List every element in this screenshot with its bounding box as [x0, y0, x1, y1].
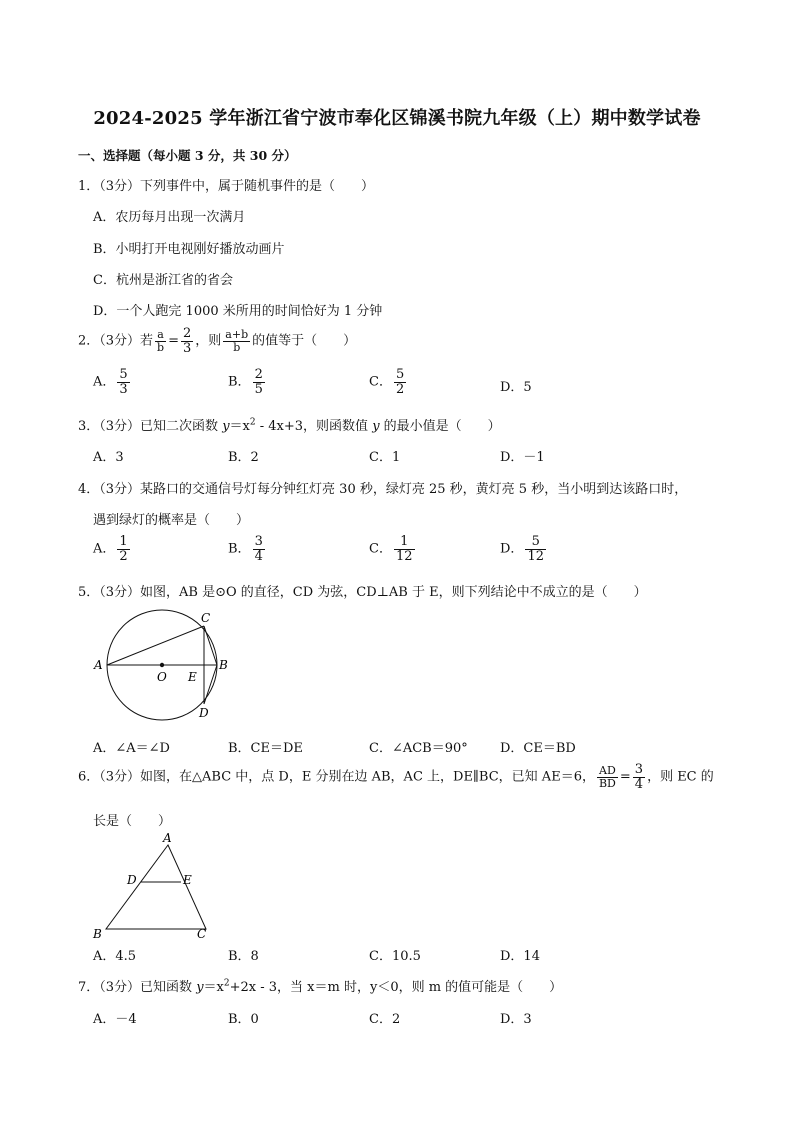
q3-option-d: D．－1: [500, 450, 545, 465]
q6-stem-line2: 长是（ ）: [93, 814, 172, 829]
q3-stem: 3．（3分）已知二次函数 $y=x^2 - 4x+3$，则函数值 y 的最小值是（ ）: [78, 417, 501, 434]
q6-option-c: C．10.5: [369, 949, 421, 964]
q1-option-c: C．杭州是浙江省的省会: [93, 273, 233, 288]
q5-option-a: A．∠A＝∠D: [93, 741, 170, 756]
q3-option-a: A．3: [93, 450, 124, 465]
q5-circle-figure: [88, 606, 238, 726]
label-e: E: [188, 670, 197, 684]
q4-option-a: A． $\frac{1}{2}$: [93, 534, 128, 564]
label-c: C: [201, 611, 211, 625]
segment-bd: [204, 665, 217, 704]
q7-option-d: D．3: [500, 1012, 532, 1027]
q7-stem: 7．（3分）已知函数 $y=x^2+2x - 3$，当 x＝m 时，y＜0，则 m 的值可能是（ ）: [78, 978, 563, 995]
q4-option-d: D． $\frac{5}{12}$: [500, 534, 544, 564]
q6-option-b: B．8: [228, 949, 259, 964]
q6-option-d: D．14: [500, 949, 540, 964]
q6-stem-line1: 6．（3分）如图，在△ABC 中，点 D，E 分别在边 AB，AC 上，DE∥BC，已知 AE＝6， $\frac{AD}{BD}$ = $\frac{3}{4}$ ，则 EC 的: [78, 762, 714, 792]
label-a: A: [163, 831, 172, 845]
q6-fraction-ad-over-bd: $\frac{AD}{BD}$: [598, 764, 616, 790]
q2-fraction-a-plus-b-over-b: $\frac{a+b}{b}$: [225, 328, 249, 354]
segment-cb: [204, 626, 217, 665]
label-d: D: [199, 706, 209, 720]
label-o: O: [157, 670, 167, 684]
label-b: B: [93, 927, 102, 941]
label-c: C: [197, 927, 207, 941]
q1-option-a: A．农历每月出现一次满月: [93, 210, 246, 225]
q3-option-b: B．2: [228, 450, 259, 465]
q2-option-d: D．5: [500, 380, 532, 395]
triangle-abc: [106, 845, 206, 929]
label-e: E: [183, 873, 192, 887]
label-d: D: [127, 873, 137, 887]
q5-option-c: C．∠ACB＝90°: [369, 741, 468, 756]
q7-option-c: C．2: [369, 1012, 401, 1027]
q5-stem: 5．（3分）如图，AB 是⊙O 的直径，CD 为弦，CD⊥AB 于 E，则下列结论中不成立的是（ ）: [78, 585, 647, 600]
q2-option-a: A． $\frac{5}{3}$: [93, 367, 128, 397]
q5-option-b: B．CE＝DE: [228, 741, 303, 756]
q7-option-a: A．－4: [93, 1012, 137, 1027]
q2-fraction-a-over-b: $\frac{a}{b}$: [157, 328, 165, 354]
q1-option-d: D．一个人跑完 1000 米所用的时间恰好为 1 分钟: [93, 304, 383, 319]
q4-stem-line1: 4．（3分）某路口的交通信号灯每分钟红灯亮 30 秒，绿灯亮 25 秒，黄灯亮 5 秒，当小明到达该路口时，: [78, 482, 688, 497]
q2-option-c: C． $\frac{5}{2}$: [369, 367, 405, 397]
q6-triangle-figure: [88, 830, 218, 942]
section-heading: 一、选择题（每小题 3 分，共 30 分）: [78, 148, 297, 163]
q7-option-b: B．0: [228, 1012, 259, 1027]
q1-stem: 1．（3分）下列事件中，属于随机事件的是（ ）: [78, 179, 375, 194]
q2-option-b: B． $\frac{2}{5}$: [228, 367, 263, 397]
page-title: 2024-2025 学年浙江省宁波市奉化区锦溪书院九年级（上）期中数学试卷: [93, 108, 701, 129]
q5-option-d: D．CE＝BD: [500, 741, 576, 756]
q2-fraction-2-over-3: $\frac{2}{3}$: [183, 326, 192, 356]
center-point: [160, 663, 164, 667]
label-a: A: [94, 658, 103, 672]
q4-option-c: C． $\frac{1}{12}$: [369, 534, 413, 564]
q6-option-a: A．4.5: [93, 949, 137, 964]
q3-option-c: C．1: [369, 450, 401, 465]
q1-option-b: B．小明打开电视刚好播放动画片: [93, 242, 285, 257]
q6-fraction-3-over-4: $\frac{3}{4}$: [634, 762, 644, 792]
q2-stem: 2．（3分）若 $\frac{a}{b}$ = $\frac{2}{3}$ ，则 $\frac{a+b}{b}$ 的值等于（ ）: [78, 326, 357, 356]
segment-ac: [107, 626, 204, 665]
q4-option-b: B． $\frac{3}{4}$: [228, 534, 263, 564]
label-b: B: [219, 658, 228, 672]
q4-stem-line2: 遇到绿灯的概率是（ ）: [93, 513, 250, 528]
